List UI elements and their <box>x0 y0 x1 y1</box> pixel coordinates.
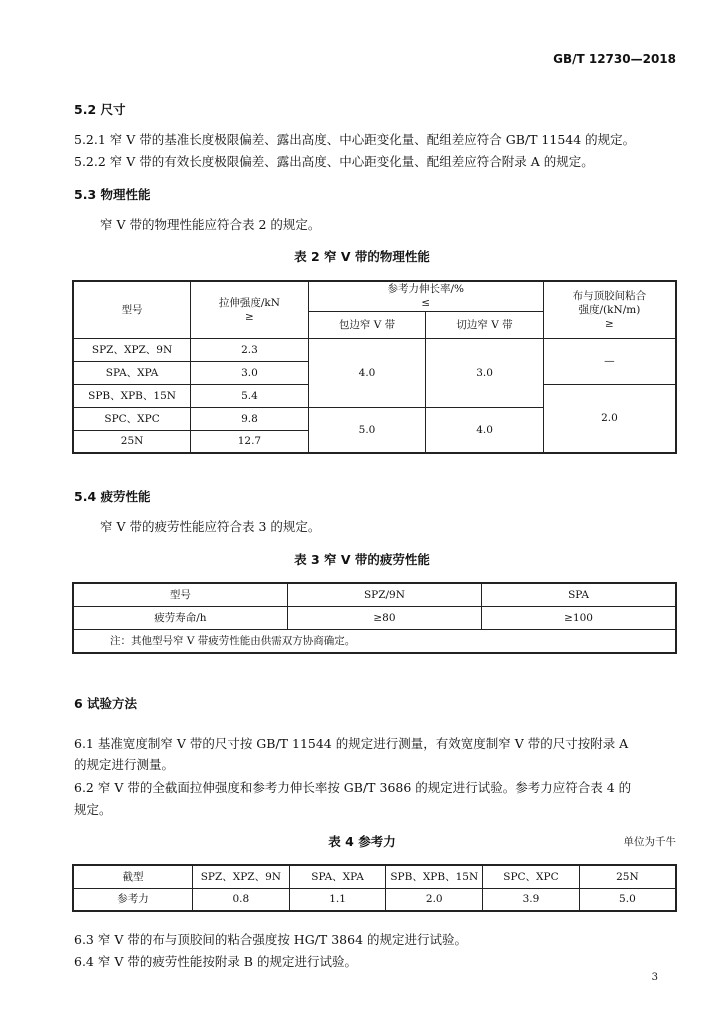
table-row-tensile: 3.0 <box>191 361 309 384</box>
table-row-model: SPC、XPC <box>73 407 191 430</box>
table-2-header-model: 型号 <box>73 281 191 338</box>
section-5-2-title: 5.2 尺寸 <box>74 102 126 117</box>
adhesion-group-1: — <box>543 338 676 384</box>
table-3-value-spz: ≥80 <box>287 606 481 629</box>
table-3-header-model: 型号 <box>73 583 287 606</box>
table-2-header-adhesion: 布与顶胶间粘合 强度/(kN/m) ≥ <box>543 281 676 338</box>
table-4-value: 参考力 <box>73 888 193 911</box>
table-2-header-edge-wrapped: 包边窄 V 带 <box>308 311 426 338</box>
table-3-row-label: 疲劳寿命/h <box>73 606 287 629</box>
table-row-tensile: 12.7 <box>191 430 309 453</box>
clause-6-4: 6.4 窄 V 带的疲劳性能按附录 B 的规定进行试验。 <box>74 954 357 969</box>
elongation-group-1-wrapped: 4.0 <box>308 338 426 407</box>
adhesion-group-2: 2.0 <box>543 384 676 453</box>
page-number: 3 <box>651 972 658 983</box>
table-row-tensile: 9.8 <box>191 407 309 430</box>
elongation-group-1-cut: 3.0 <box>426 338 544 407</box>
clause-6-1-line-2: 的规定进行测量。 <box>74 757 175 772</box>
table-3-note: 注：其他型号窄 V 带疲劳性能由供需双方协商确定。 <box>73 629 676 653</box>
table-4 <box>72 864 677 912</box>
section-6-title: 6 试验方法 <box>74 696 138 711</box>
table-row-tensile: 2.3 <box>191 338 309 361</box>
table-4-header: 截型 <box>73 865 193 888</box>
table-4-value: 2.0 <box>386 888 483 911</box>
table-3-header-spa: SPA <box>482 583 676 606</box>
table-2-header-cut-edge: 切边窄 V 带 <box>426 311 544 338</box>
clause-5-2-2: 5.2.2 窄 V 带的有效长度极限偏差、露出高度、中心距变化量、配组差应符合附录 A 的规定。 <box>74 154 594 169</box>
table-3-header-spz: SPZ/9N <box>287 583 481 606</box>
table-4-header: 25N <box>579 865 676 888</box>
table-4-value: 0.8 <box>193 888 290 911</box>
table-row-model: SPA、XPA <box>73 361 191 384</box>
table-2-header-elongation: 参考力伸长率/% ≤ <box>308 281 543 311</box>
clause-5-2-1: 5.2.1 窄 V 带的基准长度极限偏差、露出高度、中心距变化量、配组差应符合 GB/T 11544 的规定。 <box>74 132 636 147</box>
table-4-value: 1.1 <box>289 888 386 911</box>
table-2-caption: 表 2 窄 V 带的物理性能 <box>294 249 430 264</box>
table-3-value-spa: ≥100 <box>482 606 676 629</box>
section-5-3-title: 5.3 物理性能 <box>74 187 151 202</box>
table-3-caption: 表 3 窄 V 带的疲劳性能 <box>294 552 430 567</box>
table-4-unit: 单位为千牛 <box>623 836 676 848</box>
clause-6-1-line-1: 6.1 基准宽度制窄 V 带的尺寸按 GB/T 11544 的规定进行测量，有效宽度制窄 V 带的尺寸按附录 A <box>74 736 629 751</box>
table-4-header: SPC、XPC <box>483 865 580 888</box>
clause-6-2-line-1: 6.2 窄 V 带的全截面拉伸强度和参考力伸长率按 GB/T 3686 的规定进行试验。参考力应符合表 4 的 <box>74 780 632 795</box>
standard-code: GB/T 12730—2018 <box>553 52 676 66</box>
clause-6-3: 6.3 窄 V 带的布与顶胶间的粘合强度按 HG/T 3864 的规定进行试验。 <box>74 932 467 947</box>
table-4-value: 5.0 <box>579 888 676 911</box>
table-4-caption: 表 4 参考力 <box>328 834 396 849</box>
table-row-model: SPB、XPB、15N <box>73 384 191 407</box>
table-4-header: SPA、XPA <box>289 865 386 888</box>
table-4-value: 3.9 <box>483 888 580 911</box>
table-2 <box>72 280 677 454</box>
table-4-header: SPB、XPB、15N <box>386 865 483 888</box>
clause-6-2-line-2: 规定。 <box>74 802 112 817</box>
elongation-group-2-cut: 4.0 <box>426 407 544 453</box>
elongation-group-2-wrapped: 5.0 <box>308 407 426 453</box>
clause-5-4-text: 窄 V 带的疲劳性能应符合表 3 的规定。 <box>100 519 321 534</box>
table-2-header-tensile: 拉伸强度/kN ≥ <box>191 281 309 338</box>
table-row-model: SPZ、XPZ、9N <box>73 338 191 361</box>
table-4-header: SPZ、XPZ、9N <box>193 865 290 888</box>
table-row-model: 25N <box>73 430 191 453</box>
table-3 <box>72 582 677 654</box>
clause-5-3-text: 窄 V 带的物理性能应符合表 2 的规定。 <box>100 217 321 232</box>
table-row-tensile: 5.4 <box>191 384 309 407</box>
section-5-4-title: 5.4 疲劳性能 <box>74 489 151 504</box>
